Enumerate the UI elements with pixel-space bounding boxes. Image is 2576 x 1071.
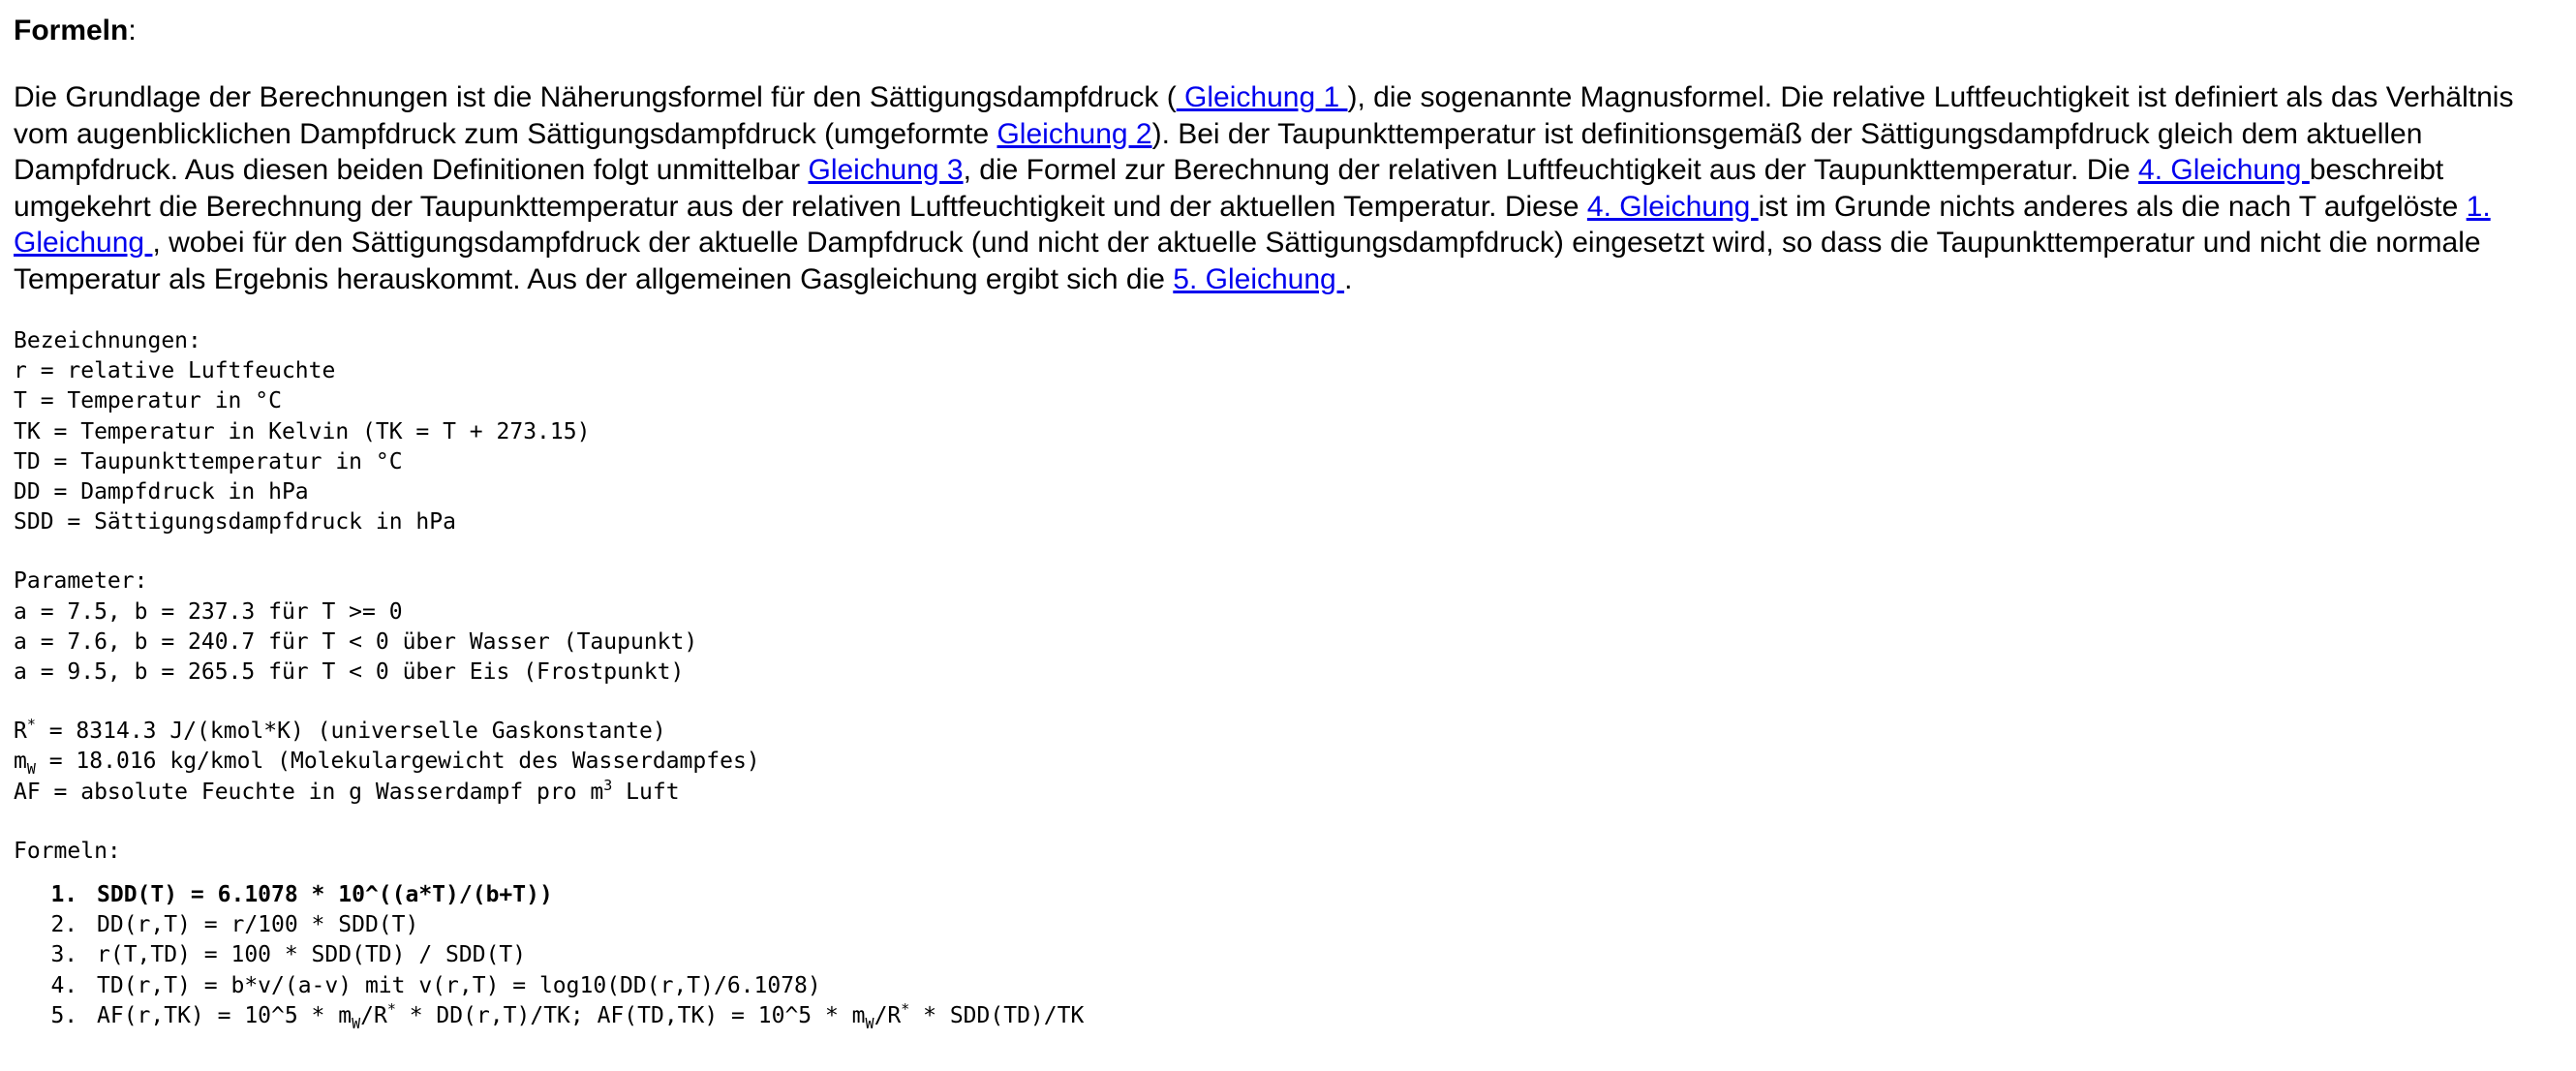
intro-text: , die Formel zur Berechnung der relativen Luftfeuchtigkeit aus der Taupunkttemperatur. Die bbox=[963, 154, 2139, 186]
formula-5-superscript: * bbox=[901, 999, 910, 1018]
absolute-humidity-text: AF = absolute Feuchte in g Wasserdampf pro m bbox=[14, 779, 604, 805]
intro-paragraph bbox=[14, 79, 2562, 297]
formula-5-subscript: W bbox=[865, 1014, 874, 1032]
section-heading bbox=[14, 14, 2562, 48]
bezeichnung-line: DD = Dampfdruck in hPa bbox=[14, 479, 309, 505]
formula-5-part: * SDD(TD)/TK bbox=[909, 1002, 1085, 1028]
bezeichnungen-title: Bezeichnungen: bbox=[14, 328, 201, 353]
formula-5-part: /R bbox=[360, 1002, 387, 1028]
intro-text: Die Grundlage der Berechnungen ist die Näherungsformel für den Sättigungsdampfdruck ( bbox=[14, 81, 1177, 113]
intro-text: beschreibt umgekehrt die Berechnung der Taupunkttemperatur aus der relativen Luftfeuchtigkeit und der aktuellen Temperatur. Diese bbox=[14, 154, 2444, 223]
absolute-humidity-unit: Luft bbox=[612, 779, 680, 805]
intro-text: ), die sogenannte Magnusformel. Die relative Luftfeuchtigkeit ist definiert als das Verhältnis vom augenblicklichen Dampfdruck zum Sättigungsdampfdruck (umgeformte bbox=[14, 81, 2514, 150]
molecular-weight-line bbox=[14, 747, 2562, 777]
intro-text: ). Bei der Taupunkttemperatur ist definitionsgemäß der Sättigungsdampfdruck gleich dem aktuellen Dampfdruck. Aus diesen beiden Definitionen folgt unmittelbar bbox=[14, 117, 2423, 186]
bezeichnung-line: r = relative Luftfeuchte bbox=[14, 358, 336, 384]
bezeichnung-line: TD = Taupunkttemperatur in °C bbox=[14, 448, 403, 474]
formula-5-part: * DD(r,T)/TK; AF(TD,TK) = 10^5 * m bbox=[395, 1002, 866, 1028]
link-gleichung-1[interactable]: Gleichung 1 bbox=[1176, 81, 1348, 113]
link-gleichung-5[interactable]: 5. Gleichung bbox=[1173, 262, 1345, 295]
formula-2: 2. DD(r,T) = r/100 * SDD(T) bbox=[91, 910, 2562, 940]
intro-text: , wobei für den Sättigungsdampfdruck der aktuelle Dampfdruck (und nicht der aktuelle Sättigungsdampfdruck) eingesetzt wird, so dass die Taupunkttemperatur und nicht die normale Temperatur als Ergebnis herauskommt. Aus der allgemeinen Gasgleichung ergibt sich die bbox=[14, 227, 2481, 295]
gas-constant-line bbox=[14, 717, 2562, 747]
molecular-weight-text: = 18.016 kg/kmol (Molekulargewicht des Wasserdampfes) bbox=[35, 749, 760, 775]
link-gleichung-4-second[interactable]: 4. Gleichung bbox=[1586, 190, 1759, 223]
formula-1: 1. SDD(T) = 6.1078 * 10^((a*T)/(b+T)) bbox=[91, 880, 2562, 910]
bezeichnung-line: T = Temperatur in °C bbox=[14, 388, 282, 414]
bezeichnungen-block bbox=[14, 326, 2562, 537]
heading-colon: : bbox=[128, 15, 137, 46]
link-gleichung-4[interactable]: 4. Gleichung bbox=[2138, 154, 2310, 186]
link-gleichung-3[interactable]: Gleichung 3 bbox=[808, 154, 964, 186]
formula-5 bbox=[91, 1001, 2562, 1031]
gas-constant-superscript: * bbox=[26, 716, 36, 734]
formula-5-superscript: * bbox=[386, 999, 396, 1018]
intro-text: ist im Grunde nichts anderes als die nach T aufgelöste bbox=[1758, 190, 2467, 223]
formula-3: 3. r(T,TD) = 100 * SDD(TD) / SDD(T) bbox=[91, 940, 2562, 970]
absolute-humidity-superscript: 3 bbox=[603, 776, 613, 794]
formula-5-part: AF(r,TK) = 10^5 * m bbox=[97, 1002, 353, 1028]
absolute-humidity-line bbox=[14, 778, 2562, 808]
parameter-line: a = 9.5, b = 265.5 für T < 0 über Eis (Frostpunkt) bbox=[14, 659, 685, 686]
molecular-weight-symbol: m bbox=[14, 749, 27, 775]
constants-block bbox=[14, 717, 2562, 808]
formula-list bbox=[14, 880, 2562, 1031]
bezeichnung-line: TK = Temperatur in Kelvin (TK = T + 273.15) bbox=[14, 418, 591, 444]
formula-4: 4. TD(r,T) = b*v/(a-v) mit v(r,T) = log10(DD(r,T)/6.1078) bbox=[91, 971, 2562, 1001]
parameter-line: a = 7.5, b = 237.3 für T >= 0 bbox=[14, 598, 403, 625]
parameter-title: Parameter: bbox=[14, 568, 148, 595]
formeln-title: Formeln: bbox=[14, 838, 121, 864]
formula-5-subscript: W bbox=[352, 1014, 361, 1032]
parameter-line: a = 7.6, b = 240.7 für T < 0 über Wasser (Taupunkt) bbox=[14, 628, 698, 655]
link-gleichung-2[interactable]: Gleichung 2 bbox=[997, 117, 1152, 150]
bezeichnung-line: SDD = Sättigungsdampfdruck in hPa bbox=[14, 509, 456, 536]
gas-constant-symbol: R bbox=[14, 719, 27, 745]
molecular-weight-subscript: W bbox=[26, 760, 36, 779]
heading-title: Formeln bbox=[14, 15, 129, 46]
parameter-block bbox=[14, 566, 2562, 688]
gas-constant-text: = 8314.3 J/(kmol*K) (universelle Gaskonstante) bbox=[35, 719, 666, 745]
formula-5-part: /R bbox=[874, 1002, 902, 1028]
intro-text: . bbox=[1344, 262, 1353, 295]
formeln-block bbox=[14, 837, 2562, 1031]
link-gleichung-1-second[interactable]: 1. Gleichung bbox=[14, 190, 2491, 259]
